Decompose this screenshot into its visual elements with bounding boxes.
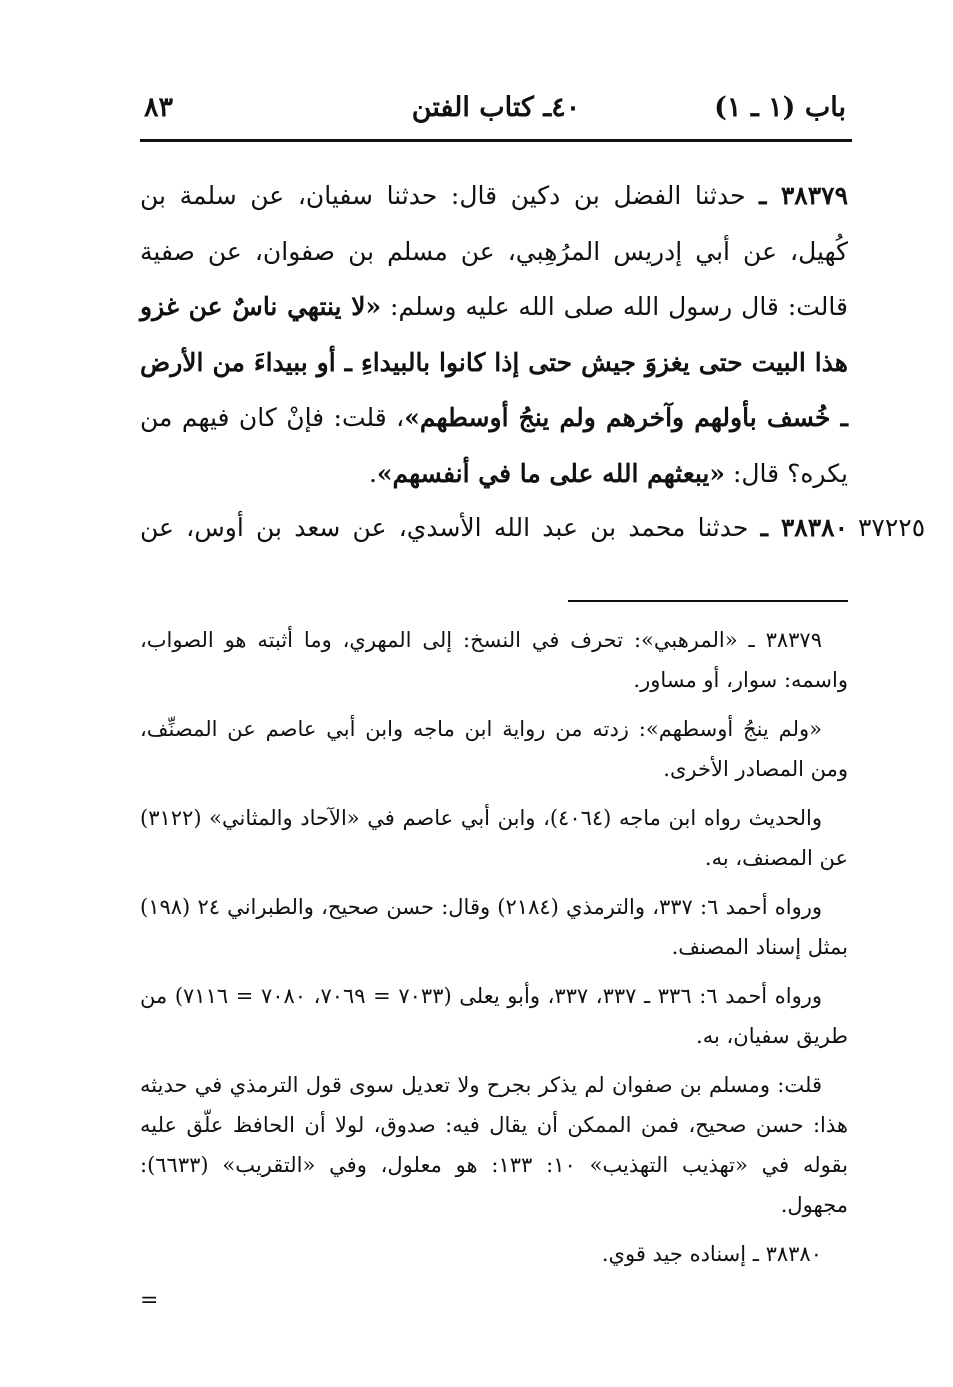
footnote <box>140 887 848 967</box>
hadith-question: ، قلت: فإنْ كان فيهم من يكره؟ قال: <box>140 403 848 488</box>
hadith-38380 <box>140 500 848 555</box>
page-header <box>140 92 852 132</box>
footnotes <box>140 620 848 1283</box>
footnote-text: «ولم ينجُ أوسطهم»: زدته من رواية ابن ماجه وابن أبي عاصم عن المصنِّف، ومن المصادر الأخرى. <box>140 717 848 781</box>
hadith-number: ٣٨٣٧٩ ـ <box>759 181 848 210</box>
footnote-text: قلت: ومسلم بن صفوان لم يذكر بجرح ولا تعديل سوى قول الترمذي في حديثه هذا: حسن صحيح، فمن الممكن أن يقال فيه: صدوق، لولا أن الحافظ علّق عليه بقوله في «تهذيب التهذيب» ١٠: ١٣٣: هو معلول، وفي «التقريب» (٦٦٣٣): مجهول. <box>140 1073 848 1217</box>
footnote <box>140 620 848 700</box>
hadith-text: حدثنا محمد بن عبد الله الأسدي، عن سعد بن أوس، عن <box>140 513 761 542</box>
footnote-text: إسناده جيد قوي. <box>601 1242 753 1266</box>
footnote-text: والحديث رواه ابن ماجه (٤٠٦٤)، وابن أبي عاصم في «الآحاد والمثاني» (٣١٢٢) عن المصنف، به. <box>140 806 848 870</box>
footnote-number: ٣٨٣٨٠ ـ <box>752 1242 822 1266</box>
chapter-label: باب (١ ـ ١) <box>714 92 846 123</box>
footnote-text: ورواه أحمد ٦: ٣٣٦ ـ ٣٣٧، ٣٣٧، وأبو يعلى (٧٠٣٣ = ٧٠٦٩، ٧٠٨٠ = ٧١١٦) من طريق سفيان، به. <box>140 984 848 1048</box>
hadith-end: . <box>368 458 377 488</box>
hadith-38379 <box>140 168 848 501</box>
footnote <box>140 709 848 789</box>
book-title: ٤٠ـ كتاب الفتن <box>411 92 581 123</box>
continuation-mark: = <box>140 1288 159 1313</box>
footnote-text: ورواه أحمد ٦: ٣٣٧، والترمذي (٢١٨٤) وقال: حسن صحيح، والطبراني ٢٤ (١٩٨) بمثل إسناد المصنف. <box>140 895 848 959</box>
footnote <box>140 1065 848 1225</box>
hadith-answer: «يبعثهم الله على ما في أنفسهم» <box>376 458 726 488</box>
margin-number: ٣٧٢٢٥ <box>858 513 926 542</box>
header-divider <box>140 139 852 142</box>
page-number: ٨٣ <box>144 92 174 123</box>
footnote <box>140 1234 848 1274</box>
footnote-text: «المرهبي»: تحرف في النسخ: إلى المهري، وما أثبته هو الصواب، واسمه: سوار، أو مساور. <box>140 628 848 692</box>
hadith-number: ٣٨٣٨٠ ـ <box>760 513 849 542</box>
hadith-matn: «لا ينتهي ناسٌ عن غزو هذا البيت حتى يغزوَ جيش حتى إذا كانوا بالبيداءِ ـ أو ببيداءَ من الأرض ـ خُسف بأولهم وآخرهم ولم ينجُ أوسطهم» <box>140 292 848 432</box>
hadith-isnad: حدثنا الفضل بن دكين قال: حدثنا سفيان، عن سلمة بن كُهيل، عن أبي إدريس المرُهِبي، عن مسلم بن صفوان، عن صفية قالت: قال رسول الله صلى الله عليه وسلم: <box>140 181 848 321</box>
footnote <box>140 798 848 878</box>
main-text <box>140 168 848 501</box>
footnote-divider <box>568 600 848 602</box>
footnote <box>140 976 848 1056</box>
footnote-number: ٣٨٣٧٩ ـ <box>748 628 822 652</box>
